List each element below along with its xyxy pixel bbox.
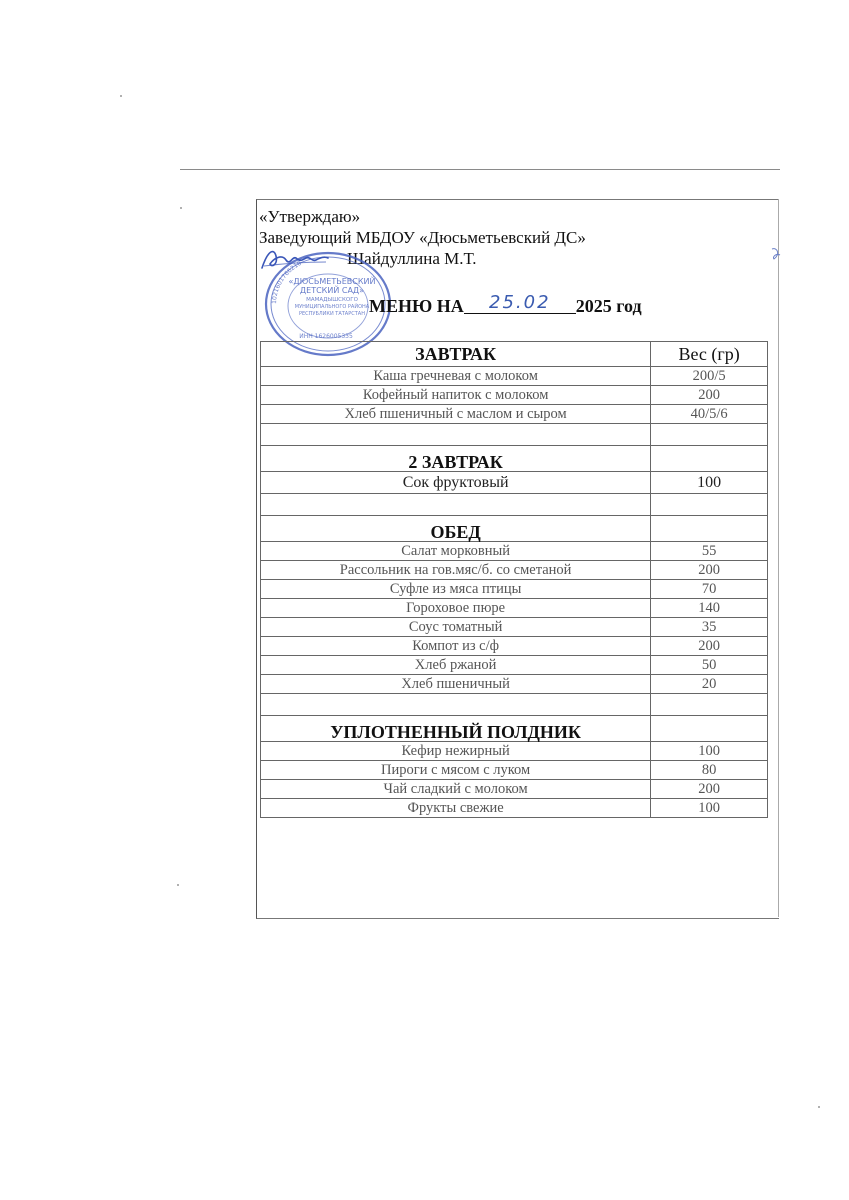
dish-weight: 200 [651, 561, 768, 580]
dish-name: Кофейный напиток с молоком [261, 386, 651, 405]
dish-weight: 70 [651, 580, 768, 599]
scan-edge-mark [770, 247, 782, 261]
weight-column-header: Вес (гр) [651, 342, 768, 367]
dish-name: Салат морковный [261, 542, 651, 561]
dish-weight: 200 [651, 780, 768, 799]
stamp-line5: РЕСПУБЛИКИ ТАТАРСТАН [299, 311, 365, 317]
table-row [261, 742, 768, 761]
table-row [261, 637, 768, 656]
menu-title [369, 292, 642, 318]
table-row [261, 580, 768, 599]
dish-name: Каша гречневая с молоком [261, 367, 651, 386]
dish-name: Гороховое пюре [261, 599, 651, 618]
table-row [261, 799, 768, 818]
dish-name: Хлеб пшеничный [261, 675, 651, 694]
approval-heading: «Утверждаю» [259, 207, 361, 226]
dish-weight: 35 [651, 618, 768, 637]
approval-name: Шайдуллина М.Т. [347, 249, 477, 268]
stamp-ogrn: 1021601766210 [270, 259, 303, 305]
table-row [261, 618, 768, 637]
dish-weight: 50 [651, 656, 768, 675]
menu-title-suffix: 2025 год [575, 296, 642, 316]
dish-name: Соус томатный [261, 618, 651, 637]
dish-weight: 140 [651, 599, 768, 618]
dish-weight: 40/5/6 [651, 405, 768, 424]
table-row [261, 761, 768, 780]
blank-row [261, 694, 768, 716]
dish-weight: 100 [651, 472, 768, 494]
dish-weight: 80 [651, 761, 768, 780]
dish-name: Чай сладкий с молоком [261, 780, 651, 799]
blank-row [261, 424, 768, 446]
dish-weight: 55 [651, 542, 768, 561]
table-row [261, 656, 768, 675]
table-row [261, 472, 768, 494]
dish-name: Хлеб ржаной [261, 656, 651, 675]
signature [260, 246, 330, 272]
blank-row [261, 494, 768, 516]
scan-top-line [180, 169, 780, 170]
section-row [261, 446, 768, 472]
table-header-row [261, 342, 768, 367]
stamp-inn: ИНН 1626005335 [299, 333, 353, 340]
scan-speck [177, 884, 179, 886]
lunch-heading: ОБЕД [261, 516, 651, 542]
approval-position: Заведующий МБДОУ «Дюсьметьевский ДС» [259, 228, 586, 247]
menu-table [260, 341, 768, 818]
dish-name: Суфле из мяса птицы [261, 580, 651, 599]
table-row [261, 542, 768, 561]
dish-weight: 100 [651, 742, 768, 761]
document-frame-right-edge [778, 199, 779, 917]
dish-name: Кефир нежирный [261, 742, 651, 761]
scan-speck [120, 95, 122, 97]
dish-weight: 20 [651, 675, 768, 694]
dish-name: Хлеб пшеничный с маслом и сыром [261, 405, 651, 424]
breakfast-heading: ЗАВТРАК [261, 342, 651, 367]
second-breakfast-heading: 2 ЗАВТРАК [261, 446, 651, 472]
section-row [261, 516, 768, 542]
table-row [261, 561, 768, 580]
menu-date: 25.02 [464, 292, 576, 314]
table-row [261, 367, 768, 386]
dish-name: Рассольник на гов.мяс/б. со сметаной [261, 561, 651, 580]
table-row [261, 386, 768, 405]
stamp-line4: МУНИЦИПАЛЬНОГО РАЙОНА [294, 304, 370, 310]
table-row [261, 675, 768, 694]
dish-name: Сок фруктовый [261, 472, 651, 494]
dish-weight: 100 [651, 799, 768, 818]
table-row [261, 780, 768, 799]
dish-name: Фрукты свежие [261, 799, 651, 818]
table-row [261, 599, 768, 618]
snack-heading: УПЛОТНЕННЫЙ ПОЛДНИК [261, 716, 651, 742]
stamp-line3: МАМАДЫШСКОГО [306, 297, 358, 303]
section-row [261, 716, 768, 742]
stamp-line2: ДЕТСКИЙ САД» [299, 286, 365, 295]
stamp-line1: «ДЮСЬМЕТЬЕВСКИЙ [288, 277, 376, 286]
dish-name: Пироги с мясом с луком [261, 761, 651, 780]
dish-name: Компот из с/ф [261, 637, 651, 656]
dish-weight: 200 [651, 637, 768, 656]
scan-speck [818, 1106, 820, 1108]
table-row [261, 405, 768, 424]
dish-weight: 200 [651, 386, 768, 405]
menu-title-prefix: МЕНЮ НА [369, 296, 464, 316]
scan-speck [180, 207, 182, 209]
dish-weight: 200/5 [651, 367, 768, 386]
